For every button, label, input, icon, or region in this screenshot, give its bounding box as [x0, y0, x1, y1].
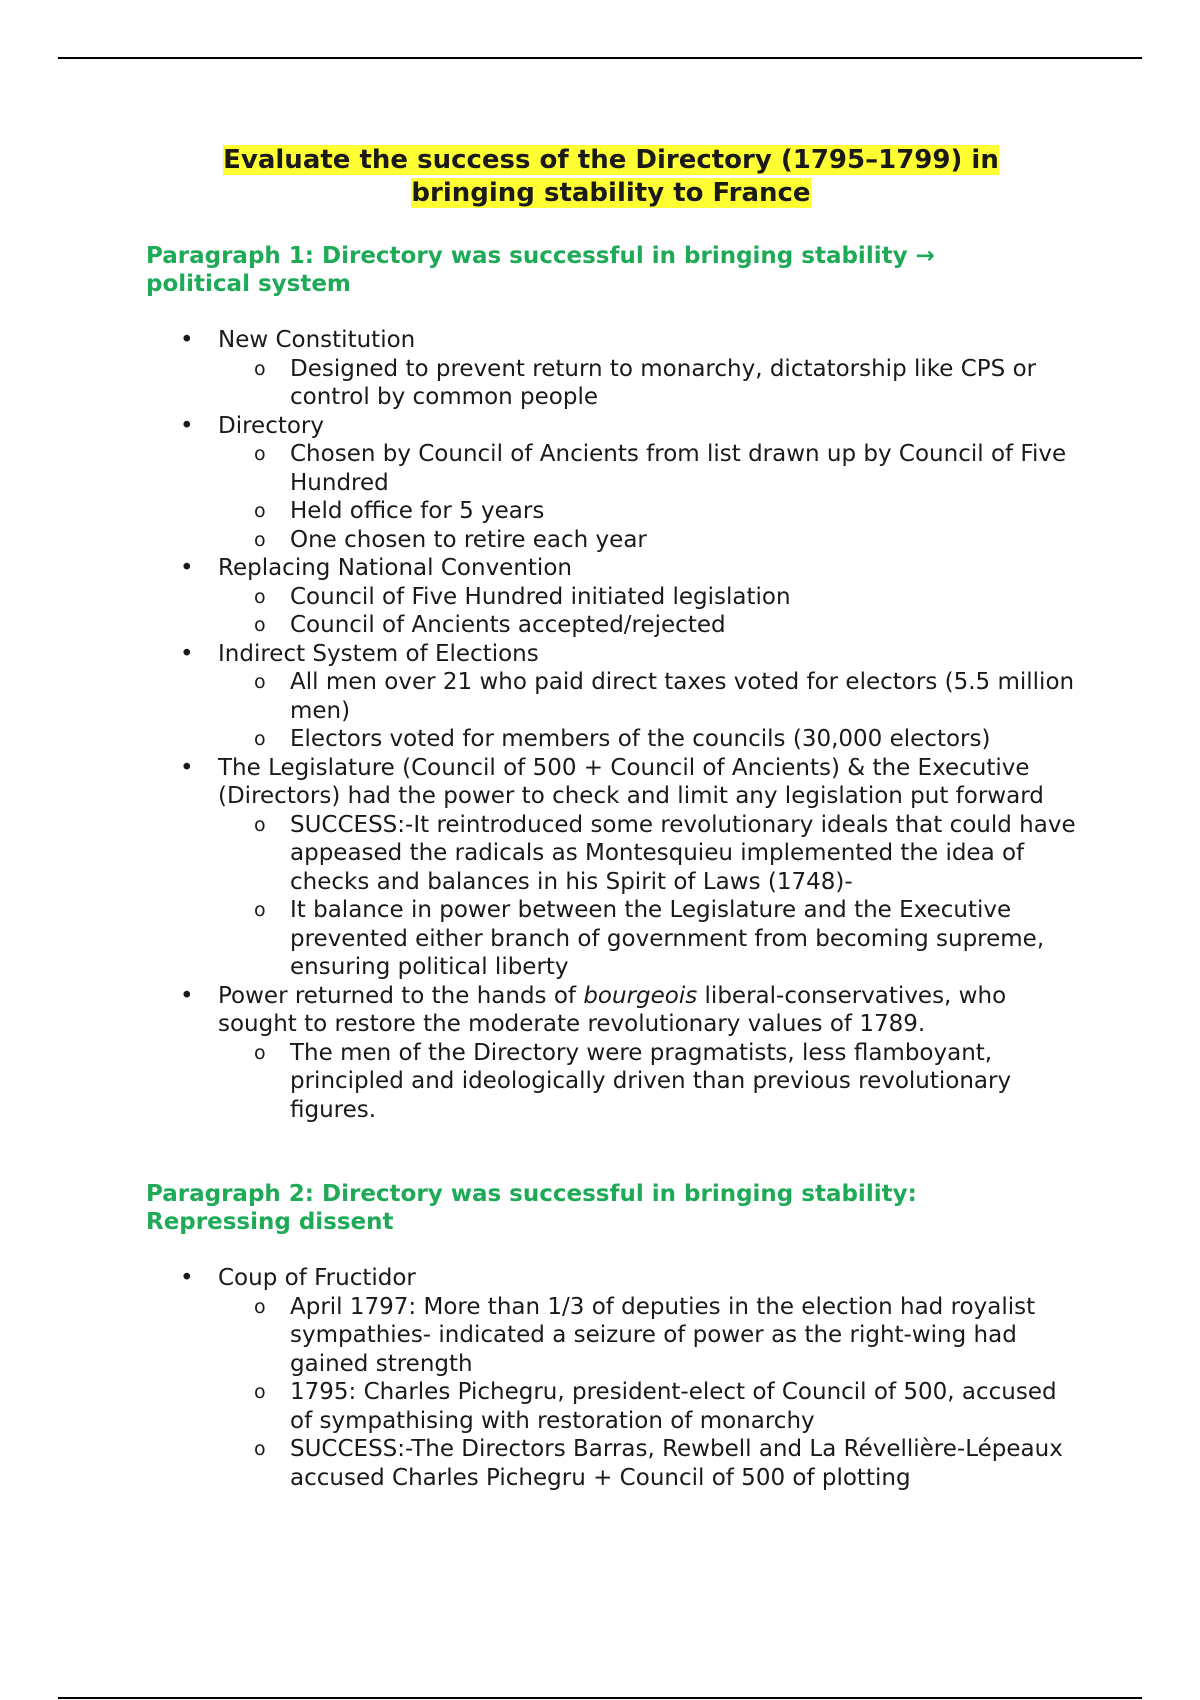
paragraph-1-list — [146, 326, 1076, 1124]
sub-bullet-icon: o — [254, 1041, 266, 1064]
bullet-icon: • — [180, 640, 194, 667]
sub-list-item: o Council of Five Hundred initiated legislation — [254, 583, 791, 610]
sub-bullet-icon: o — [254, 614, 266, 636]
list-item: • Directory o Chosen by Council of Ancients from list drawn up by Council of Five Hundred o Held office for 5 years o One chosen to retire each year — [146, 412, 1076, 555]
title-line-1: Evaluate the success of the Directory (1795–1799) in — [223, 145, 999, 175]
list-item: • New Constitution o Designed to prevent return to monarchy, dictatorship like CPS or control by common people — [146, 326, 1076, 412]
sub-list-item: o SUCCESS:-It reintroduced some revolutionary ideals that could have appeased the radicals as Montesquieu implemented the idea of checks and balances in his Spirit of Laws (1748)- — [254, 811, 1076, 895]
sub-list-item: o Chosen by Council of Ancients from list drawn up by Council of Five Hundred — [254, 441, 1067, 496]
sub-bullet-icon: o — [254, 1438, 266, 1460]
sub-bullet-icon: o — [254, 671, 266, 693]
sub-bullet-icon: o — [254, 728, 266, 750]
sub-list-item: o Designed to prevent return to monarchy, dictatorship like CPS or control by common people — [254, 355, 1037, 410]
list-item: • Indirect System of Elections o All men over 21 who paid direct taxes voted for electors (5.5 million men) o Electors voted for members of the councils (30,000 electors) — [180, 640, 1075, 752]
sub-bullet-icon: o — [254, 500, 266, 522]
list-item: • Replacing National Convention o Council of Five Hundred initiated legislation o Council of Ancients accepted/rejected — [146, 554, 1076, 640]
top-rule — [58, 57, 1142, 59]
bullet-icon: • — [180, 412, 194, 439]
paragraph-2-heading: Paragraph 2: Directory was successful in bringing stability: Repressing dissent — [146, 1181, 917, 1235]
sub-list-item: o One chosen to retire each year — [254, 526, 647, 553]
sub-bullet-icon: o — [254, 585, 266, 608]
list-item: • Coup of Fructidor o April 1797: More than 1/3 of deputies in the election had royalist sympathies- indicated a seizure of power as the right-wing had gained strength o 1795: Charles Pichegru, president-elect of Council of 500, accused of sympathising with restoration of monarchy o SUCCESS:-The Directors Barras, Rewbell and La Révellière-Lépeaux accused Charles Pichegru + Council of 500 of plotting — [146, 1264, 1076, 1492]
sub-bullet-icon: o — [254, 443, 266, 465]
paragraph-2-list — [146, 1264, 1076, 1492]
sub-list-item: o The men of the Directory were pragmatists, less flamboyant, principled and ideologically driven than previous revolutionary figures. — [254, 1039, 1012, 1123]
bullet-icon: • — [180, 982, 194, 1009]
sub-list-item: o 1795: Charles Pichegru, president-elect of Council of 500, accused of sympathising with restoration of monarchy — [254, 1379, 1057, 1434]
sub-list-item: o Council of Ancients accepted/rejected — [254, 612, 726, 638]
sub-list-item: o It balance in power between the Legislature and the Executive prevented either branch of government from becoming supreme, ensuring political liberty — [254, 897, 1045, 980]
bottom-rule — [58, 1697, 1142, 1699]
sub-bullet-icon: o — [254, 899, 266, 921]
sub-list-item: o Electors voted for members of the councils (30,000 electors) — [254, 726, 991, 752]
paragraph-1-heading: Paragraph 1: Directory was successful in bringing stability → political system — [146, 243, 935, 297]
bullet-icon: • — [180, 754, 194, 781]
sub-bullet-icon: o — [254, 1381, 266, 1403]
sub-bullet-icon: o — [254, 528, 266, 551]
list-item: • The Legislature (Council of 500 + Council of Ancients) & the Executive (Directors) had the power to check and limit any legislation put forward o SUCCESS:-It reintroduced some revolutionary ideals that could have appeased the radicals as Montesquieu implemented the idea of checks and balances in his Spirit of Laws (1748)- o It balance in power between the Legislature and the Executive prevented either branch of government from becoming supreme, ensuring political liberty — [180, 754, 1076, 980]
sub-list-item: o SUCCESS:-The Directors Barras, Rewbell and La Révellière-Lépeaux accused Charles Pichegru + Council of 500 of plotting — [254, 1436, 1063, 1491]
sub-bullet-icon: o — [254, 813, 266, 836]
sub-bullet-icon: o — [254, 1295, 266, 1318]
sub-bullet-icon: o — [254, 357, 266, 380]
sub-list-item: o All men over 21 who paid direct taxes voted for electors (5.5 million men) — [254, 669, 1075, 724]
document-page — [146, 144, 1076, 1492]
bullet-icon: • — [180, 327, 194, 353]
title-line-2: bringing stability to France — [411, 178, 811, 208]
bullet-icon: • — [180, 1265, 194, 1291]
sub-list-item: o Held office for 5 years — [254, 498, 545, 524]
bullet-icon: • — [180, 555, 194, 581]
list-item: • Power returned to the hands of bourgeois liberal-conservatives, who sought to restore the moderate revolutionary values of 1789. o The men of the Directory were pragmatists, less flamboyant, principled and ideologically driven than previous revolutionary figures. — [146, 982, 1076, 1125]
document-title — [146, 144, 1076, 210]
sub-list-item: o April 1797: More than 1/3 of deputies in the election had royalist sympathies- indicated a seizure of power as the right-wing had gained strength — [254, 1293, 1036, 1377]
